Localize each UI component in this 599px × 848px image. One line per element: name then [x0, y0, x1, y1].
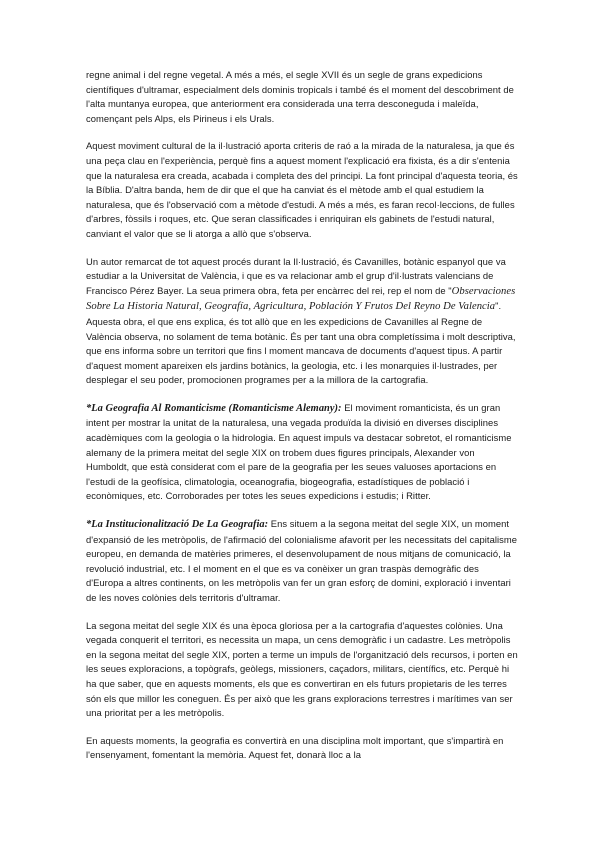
paragraph: Aquest moviment cultural de la il·lustració aporta criteris de raó a la mirada de la naturalesa, ja que és una peça clau en l'experiència, perquè fins a aquest moment l'explicació era fixista, és a dir s'entenia que la naturalesa era creada, acabada i completa des del principi. La font principal d'aquesta teoria, és la Bíblia. D'altra banda, hem de dir que el que ha canviat és el mètode amb el qual estudiem la naturalesa, que és l'observació com a mètode d'estudi. A més a més, es faran recol·leccions, de fulles d'arbres, fòssils i roques, etc. Que seran classificades i enriquiran els gabinets de l'estudi natural, canviant el valor que se li atorga a allò que s'observa.: [86, 140, 518, 239]
paragraph: [86, 401, 519, 504]
paragraph-text: Un autor remarcat de tot aquest procés durant la Il·lustració, és Cavanilles, botànic espanyol que va estudiar a la Universitat de València, i que es va relacionar amb el grup d'il·lustrats valencians de Francisco Pérez Bayer. La seua primera obra, feta per encàrrec del rei, rep el nom de ": [86, 255, 506, 296]
paragraph: [86, 255, 519, 388]
book-title: Observaciones Sobre La Historia Natural, Geografía, Agricultura, Población Y Frutos Del Reyno De Valencia: [86, 285, 516, 313]
paragraph: En aquests moments, la geografia es convertirà en una disciplina molt important, que s'impartirà en l'ensenyament, fomentant la memòria. Aquest fet, donarà lloc a la: [86, 734, 504, 761]
paragraph: regne animal i del regne vegetal. A més a més, el segle XVII és un segle de grans expedicions científiques d'ultramar, especialment dels dominis tropicals i també és el moment del descobriment de l'alta muntanya europea, que anteriorment era considerada una terra desconeguda i maleïda, començant pels Alps, els Pirineus i els Urals.: [86, 69, 514, 124]
paragraph-text: Ens situem a la segona meitat del segle XIX, un moment d'expansió de les metròpolis, de l'afirmació del colonialisme afavorit per les necessitats del capitalisme europeu, en demanda de matèries primeres, el desenvolupament de nous mitjans de comunicació, la revolució industrial, etc. I el moment en el que es va conèixer un gran traspàs demogràfic des d'Europa a altres continents, on les metròpolis van fer un gran esforç de domini, exploració i inventari de les noves colònies dels territoris d'ultramar.: [86, 518, 517, 603]
paragraph-text: El moviment romanticista, és un gran intent per mostrar la unitat de la naturalesa, una vegada produïda la divisió en diverses disciplines acadèmiques com la geologia o la hidrologia. En aquest impuls va destacar sobretot, el romanticisme alemany de la primera meitat del segle XIX on trobem dues figures principals, Alexander von Humboldt, que està considerat com el pare de la geografia per les seues valuoses aportacions en l'estudi de la geofísica, climatologia, oceanografia, biogeografia, estadístiques de població i econòmiques, etc. Corroborades per totes les seues expedicions i estudis; i Ritter.: [86, 401, 512, 502]
paragraph: [86, 517, 519, 606]
section-heading: *La Institucionalització De La Geografia:: [86, 519, 269, 531]
paragraph: La segona meitat del segle XIX és una època gloriosa per a la cartografia d'aquestes colònies. Una vegada conquerit el territori, es necessita un mapa, un cens demogràfic i un cadastre. Les metròpolis en la segona meitat del segle XIX, porten a terme un impuls de l'organització dels recursos, i porten en les seues exploracions, a topògrafs, geòlegs, missioners, caçadors, militars, científics, etc. Perquè hi ha que saber, que en aquests moments, els que es convertiran en els futurs propietaris de les terres són els que millor les coneguen. És per això que les grans exploracions terrestres i marítimes van ser una prioritat per a les metròpolis.: [86, 619, 518, 719]
section-heading: *La Geografia Al Romanticisme (Romanticisme Alemany):: [86, 402, 342, 414]
paragraph-text: ". Aquesta obra, el que ens explica, és tot allò que en les expedicions de Cavanilles al Regne de València observa, no solament de tema botànic. És per tant una obra completíssima i molt descriptiva, que ens informa sobre un territori que fins l moment mancava de documents d'aquest tipus. A partir d'aquest moment apareixen els jardins botànics, la geologia, etc. i les monarquies il·lustrades, per desplegar el seu poder, promocionen programes per a la millora de la cartografia.: [86, 300, 516, 386]
